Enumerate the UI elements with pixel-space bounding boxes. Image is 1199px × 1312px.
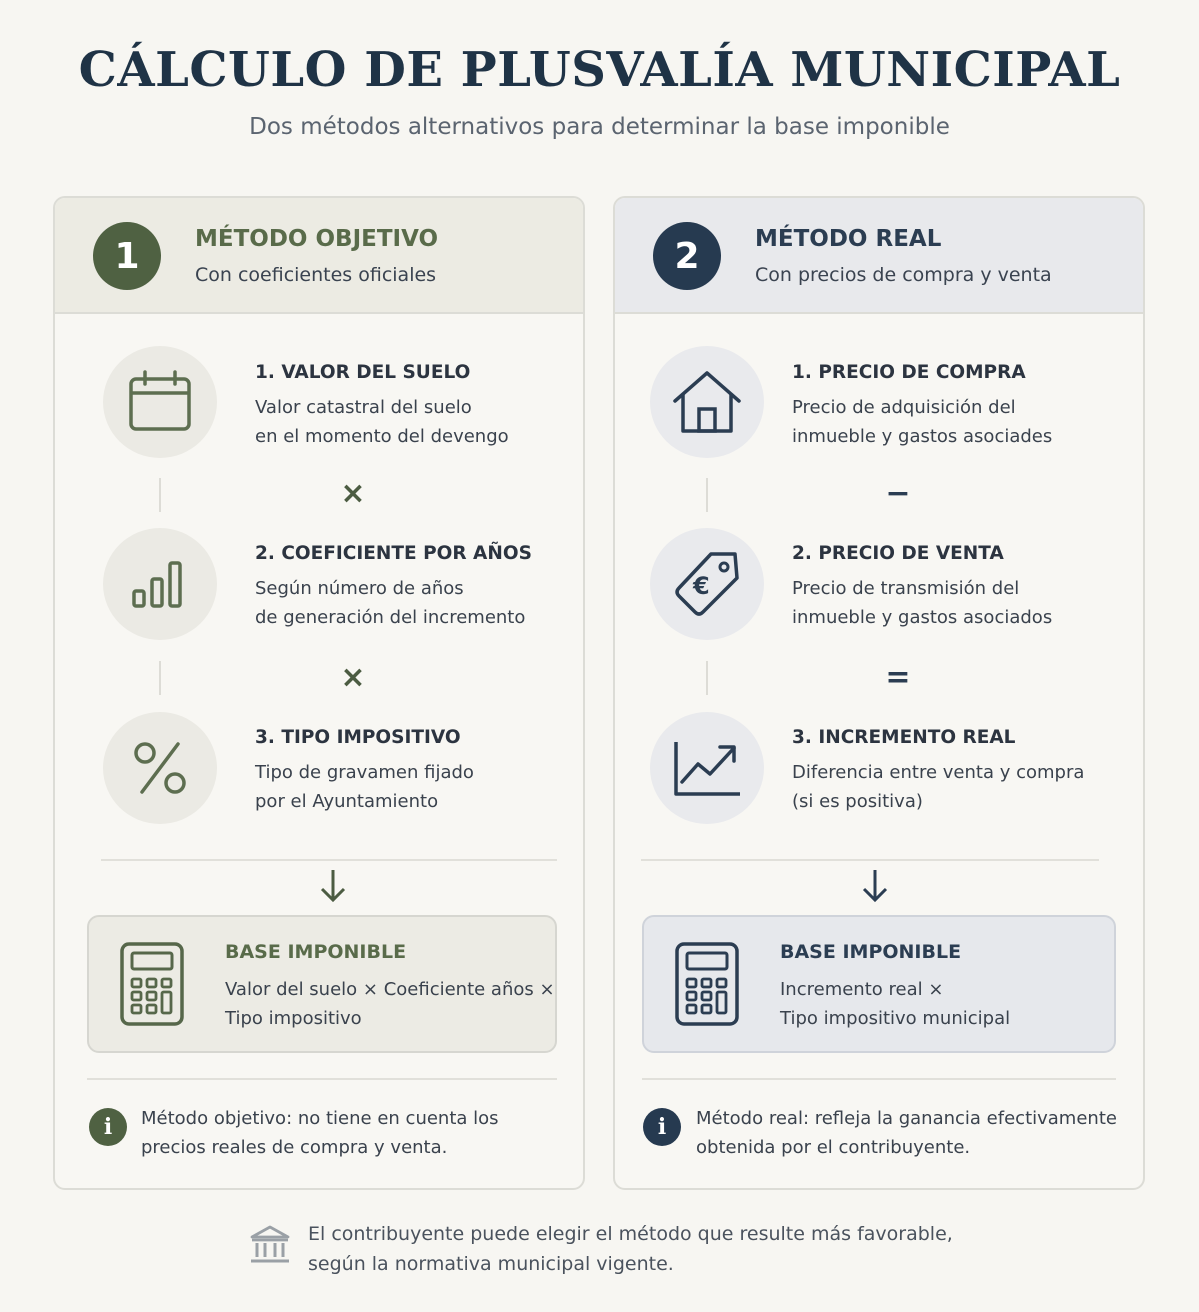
arrow-down-icon <box>861 868 889 904</box>
step-description: Precio de adquisición del inmueble y gastos asociades <box>792 397 1053 447</box>
result-formula: Valor del suelo × Coeficiente años × Tipo impositivo <box>225 979 555 1029</box>
info-icon: i <box>643 1108 681 1146</box>
connector-line <box>706 661 708 695</box>
connector-line <box>159 661 161 695</box>
footer-note: El contribuyente puede elegir el método que resulte más favorable, según la normativa municipal vigente. <box>308 1223 953 1275</box>
result-title: BASE IMPONIBLE <box>225 941 407 963</box>
step-title: 3. INCREMENTO REAL <box>792 727 1016 748</box>
bar-chart-icon <box>130 557 190 611</box>
step-title: 2. PRECIO DE VENTA <box>792 543 1004 564</box>
step-icon-circle <box>650 528 764 640</box>
result-title: BASE IMPONIBLE <box>780 941 962 963</box>
method-subtitle: Con coeficientes oficiales <box>195 264 437 286</box>
step-icon-circle <box>103 346 217 458</box>
step-icon-circle <box>650 346 764 458</box>
method-note: Método objetivo: no tiene en cuenta los precios reales de compra y venta. <box>141 1108 499 1158</box>
connector-line <box>706 478 708 512</box>
bank-icon <box>249 1224 291 1266</box>
euro-tag-icon <box>671 548 743 620</box>
step-description: Según número de años de generación del incremento <box>255 578 526 628</box>
multiply-operator: × <box>340 476 366 511</box>
house-icon <box>671 369 743 435</box>
trend-up-icon <box>672 738 742 798</box>
svg-text:€: € <box>693 572 710 600</box>
method-header <box>55 198 583 314</box>
page-subtitle: Dos métodos alternativos para determinar la base imponible <box>249 114 950 140</box>
result-box <box>87 915 557 1053</box>
percent-icon <box>130 738 190 798</box>
divider <box>87 1078 557 1080</box>
calculator-icon <box>119 941 185 1027</box>
info-icon: i <box>89 1108 127 1146</box>
method-header <box>615 198 1143 314</box>
step-title: 1. PRECIO DE COMPRA <box>792 362 1026 383</box>
connector-line <box>159 478 161 512</box>
method-note: Método real: refleja la ganancia efectivamente obtenida por el contribuyente. <box>696 1108 1117 1158</box>
minus-operator: − <box>885 476 911 511</box>
page-title: CÁLCULO DE PLUSVALÍA MUNICIPAL <box>78 42 1121 98</box>
result-box <box>642 915 1116 1053</box>
step-description: Tipo de gravamen fijado por el Ayuntamiento <box>255 762 474 812</box>
method-title: MÉTODO OBJETIVO <box>195 226 439 252</box>
method-number-badge: 2 <box>653 222 721 290</box>
step-title: 1. VALOR DEL SUELO <box>255 362 471 383</box>
divider <box>101 859 557 861</box>
step-description: Valor catastral del suelo en el momento del devengo <box>255 397 509 447</box>
result-formula: Incremento real × Tipo impositivo municipal <box>780 979 1011 1029</box>
divider <box>641 859 1099 861</box>
arrow-down-icon <box>319 868 347 904</box>
calendar-icon <box>127 369 193 435</box>
step-title: 2. COEFICIENTE POR AÑOS <box>255 543 532 564</box>
method-card-real <box>613 196 1145 1190</box>
method-title: MÉTODO REAL <box>755 226 942 252</box>
step-icon-circle <box>650 712 764 824</box>
step-icon-circle <box>103 528 217 640</box>
step-description: Precio de transmisión del inmueble y gastos asociados <box>792 578 1053 628</box>
divider <box>642 1078 1116 1080</box>
step-icon-circle <box>103 712 217 824</box>
calculator-icon <box>674 941 740 1027</box>
method-number-badge: 1 <box>93 222 161 290</box>
multiply-operator: × <box>340 660 366 695</box>
step-title: 3. TIPO IMPOSITIVO <box>255 727 461 748</box>
step-description: Diferencia entre venta y compra (si es positiva) <box>792 762 1085 812</box>
method-card-objetivo <box>53 196 585 1190</box>
equals-operator: = <box>885 660 911 695</box>
method-subtitle: Con precios de compra y venta <box>755 264 1052 286</box>
